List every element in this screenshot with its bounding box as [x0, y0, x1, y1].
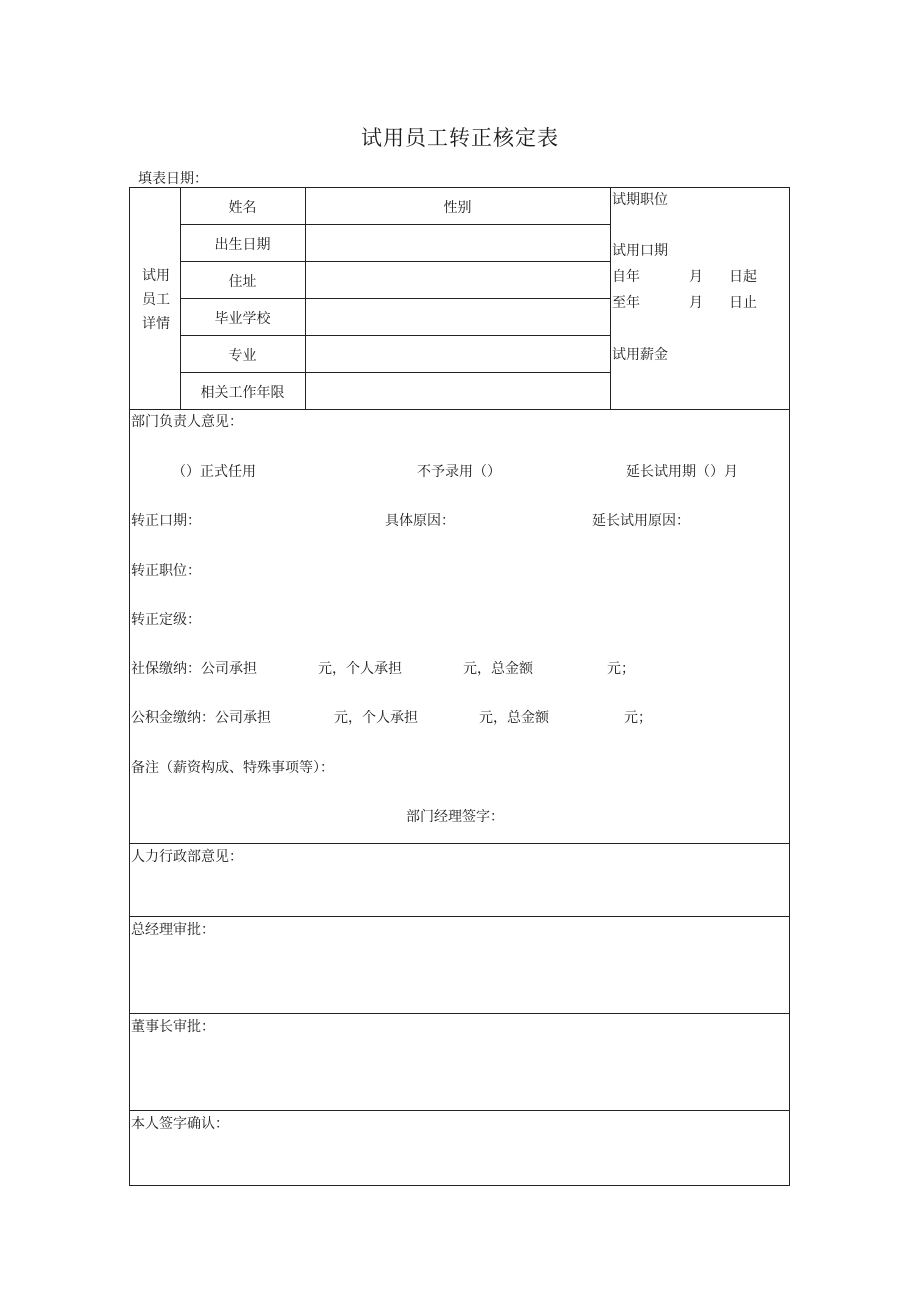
name-label: 姓名: [228, 200, 257, 216]
form-table: [129, 187, 790, 1186]
extend-reason-label: 延长试用原因：: [592, 513, 690, 529]
regular-grade-label: 转正定级：: [131, 612, 201, 628]
trial-salary-label: 试用薪金: [612, 347, 668, 363]
dept-opinion-label: 部门负责人意见：: [131, 414, 243, 430]
chairman-approval-label: 董事长审批：: [131, 1019, 215, 1035]
housing-fund-company: 公积金缴纳：公司承担: [131, 710, 271, 726]
from-year-label: 自年: [612, 269, 640, 285]
option-extend-trial: 延长试用期（）月: [626, 464, 738, 480]
trial-period-label: 试用口期: [612, 243, 668, 259]
specific-reason-label: 具体原因：: [385, 513, 455, 529]
social-insurance-total: 元，总金额: [463, 661, 533, 677]
page-title: 试用员工转正核定表: [361, 126, 559, 150]
regular-position-label: 转正职位：: [131, 563, 201, 579]
to-month-label: 月: [689, 295, 703, 311]
fill-date-label: 填表日期：: [138, 171, 208, 187]
option-formal-hire: （）正式任用: [172, 464, 256, 480]
manager-signature-label: 部门经理签字：: [406, 809, 504, 825]
option-reject: 不予录用（）: [417, 464, 501, 480]
trial-position-label: 试期职位: [612, 192, 668, 208]
to-year-label: 至年: [612, 295, 640, 311]
address-label: 住址: [228, 274, 257, 290]
remarks-label: 备注（薪资构成、特殊事项等）：: [131, 760, 334, 776]
housing-fund-end: 元；: [624, 710, 652, 726]
housing-fund-personal: 元，个人承担: [334, 710, 418, 726]
from-day-label: 日起: [729, 269, 757, 285]
birth-date-label: 出生日期: [214, 237, 271, 253]
major-label: 专业: [228, 348, 257, 364]
school-label: 毕业学校: [214, 311, 271, 327]
work-years-label: 相关工作年限: [200, 385, 285, 401]
hr-opinion-label: 人力行政部意见：: [131, 849, 243, 865]
housing-fund-total: 元，总金额: [479, 710, 549, 726]
self-signature-label: 本人签字确认：: [131, 1116, 229, 1132]
social-insurance-end: 元；: [607, 661, 635, 677]
employee-details-section-label: 试用 员工 详情: [142, 268, 170, 332]
from-month-label: 月: [689, 269, 703, 285]
social-insurance-personal: 元，个人承担: [318, 661, 402, 677]
to-day-label: 日止: [729, 295, 757, 311]
regular-date-label: 转正口期：: [131, 513, 201, 529]
gender-label: 性别: [443, 200, 472, 216]
gm-approval-label: 总经理审批：: [131, 922, 215, 938]
social-insurance-company: 社保缴纳：公司承担: [131, 661, 257, 677]
